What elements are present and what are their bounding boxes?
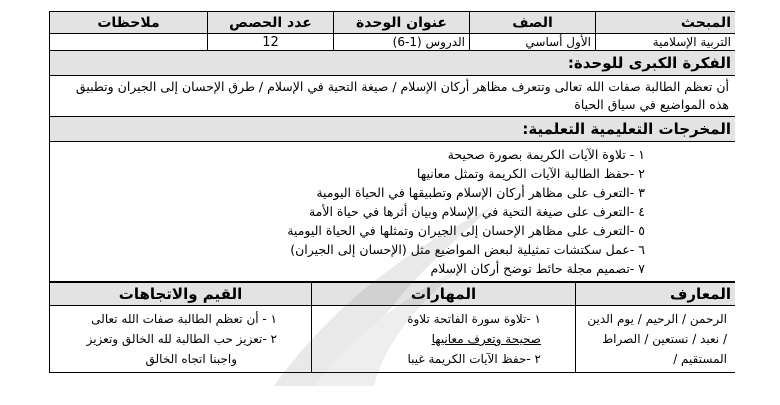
skills-header: المهارات	[312, 283, 576, 306]
notes-header: ملاحظات	[50, 12, 208, 34]
lesson-plan-page	[49, 11, 735, 405]
outcomes-list	[50, 142, 735, 281]
value-line-1: ١ - أن تعظم الطالبة صفات الله تعالى	[91, 312, 277, 326]
knowledge-text: الرحمن / الرحيم / يوم الدين / نعبد / نستعين / الصراط المستقيم /	[587, 312, 727, 366]
outcome-item: ٦ -عمل سكتشات تمثيلية لبعض المواضيع مثل (الإحسان إلى الجيران)	[290, 242, 645, 257]
values-row	[50, 34, 736, 51]
unit-info-table	[49, 11, 735, 282]
outcomes-cell	[50, 142, 736, 282]
outcome-item: ١ - تلاوة الآيات الكريمة بصورة صحيحة	[447, 147, 645, 162]
outcome-item: ٤ -التعرف على صيغة التحية في الإسلام وبيان أثرها في حياة الأمة	[308, 204, 645, 219]
skill-line-1: ١ -تلاوة سورة الفاتحة تلاوة	[407, 312, 541, 326]
outcome-item: ٢ -حفظ الطالبة الآيات الكريمة وتمثل معانيها	[416, 166, 645, 181]
kvs-table	[49, 282, 735, 373]
periods-header: عدد الحصص	[208, 12, 334, 34]
periods-value: 12	[208, 34, 334, 51]
knowledge-header: المعارف	[576, 283, 736, 306]
skill-line-2: ٢ -حفظ الآيات الكريمة غيبا	[407, 352, 541, 366]
unit-title-header: عنوان الوحدة	[334, 12, 470, 34]
grade-header: الصف	[470, 12, 596, 34]
unit-title-value: الدروس (1-6)	[334, 34, 470, 51]
outcome-item: ٣ -التعرف على مظاهر أركان الإسلام وتطبيقها في الحياة اليومية	[316, 185, 645, 200]
big-idea-title: الفكرة الكبرى للوحدة:	[50, 51, 736, 76]
grade-value: الأول أساسي	[470, 34, 596, 51]
big-idea-text: أن تعظم الطالبة صفات الله تعالى وتتعرف مظاهر أركان الإسلام / صيغة التحية في الإسلام / طرق الإحسان إلى الجيران وتطبيق هذه المواضيع في سياق الحياة	[50, 76, 736, 117]
skill-line-1b: صحيحة وتعرف معانيها	[431, 332, 541, 346]
skills-cell	[312, 306, 576, 373]
values-cell	[50, 306, 312, 373]
values-header: القيم والاتجاهات	[50, 283, 312, 306]
header-row	[50, 12, 736, 34]
outcome-item: ٥ -التعرف على مظاهر الإحسان إلى الجيران وتمثلها في الحياة اليومية	[287, 223, 645, 238]
knowledge-cell	[576, 306, 736, 373]
value-line-2: ٢ -تعزيز حب الطالبة لله الخالق وتعزيز	[86, 332, 277, 346]
value-line-3: واجبنا اتجاه الخالق	[145, 352, 237, 366]
subject-value: التربية الإسلامية	[596, 34, 736, 51]
subject-header: المبحث	[596, 12, 736, 34]
notes-value	[50, 34, 208, 51]
outcome-item: ٧ -تصميم مجلة حائط توضح أركان الإسلام	[430, 261, 645, 276]
outcomes-title: المخرجات التعليمية التعلمية:	[50, 117, 736, 142]
